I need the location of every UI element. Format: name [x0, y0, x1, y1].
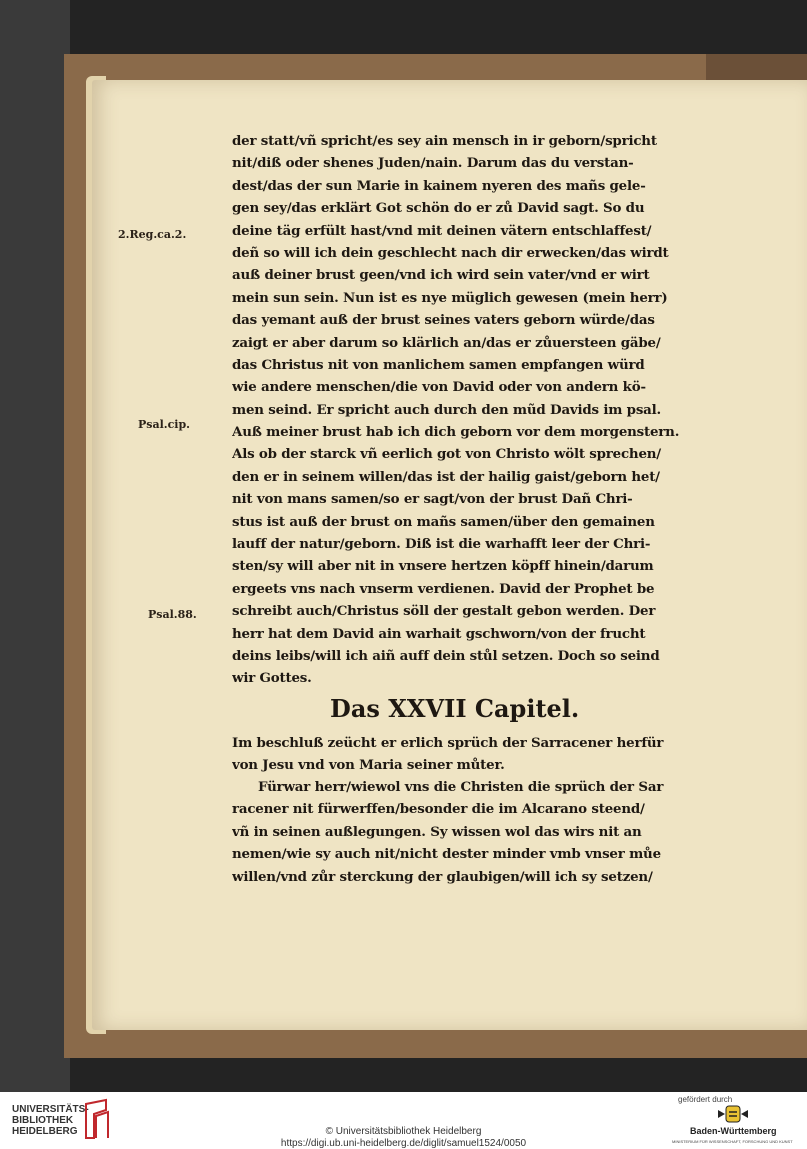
text-line: das yemant auß der brust seines vaters geborn würde/das: [232, 312, 655, 329]
text-line: stus ist auß der brust on mañs samen/über den gemainen: [232, 513, 655, 530]
text-line: auß deiner brust geen/vnd ich wird sein vater/vnd er wirt: [232, 267, 650, 284]
chapter-body: [232, 776, 737, 888]
summary-line: Im beschluß zeücht er erlich sprüch der Sarracener herfür: [232, 735, 664, 751]
text-line: wir Gottes.: [232, 670, 312, 687]
margin-note-psal-cip: Psal.cip.: [138, 418, 190, 431]
text-line: men seind. Er spricht auch durch den mũd Davids im psal.: [232, 401, 661, 418]
body-line: Fürwar herr/wiewol vns die Christen die sprüch der Sar: [258, 779, 664, 795]
text-line: sten/sy will aber nit in vnsere hertzen köpff hinein/darum: [232, 558, 654, 575]
text-line: der statt/vñ spricht/es sey ain mensch in ir geborn/spricht: [232, 133, 657, 149]
text-line: gen sey/das erklärt Got schön do er zů David sagt. So du: [232, 200, 645, 217]
text-line: herr hat dem David ain warhait gschworn/von der frucht: [232, 625, 646, 642]
logo-line: HEIDELBERG: [12, 1126, 78, 1137]
text-line: lauff der natur/geborn. Diß ist die warhafft leer der Chri-: [232, 536, 651, 553]
logo-line: UNIVERSITÄTS-: [12, 1104, 89, 1115]
text-line: mein sun sein. Nun ist es nye müglich gewesen (mein herr): [232, 289, 668, 306]
margin-note-reg: 2.Reg.ca.2.: [118, 228, 187, 241]
funder-subtitle: MINISTERIUM FÜR WISSENSCHAFT, FORSCHUNG UND KUNST: [672, 1139, 793, 1144]
text-line: den er in seinem willen/das ist der hailig gaist/geborn het/: [232, 468, 660, 485]
text-line: nit/diß oder shenes Juden/nain. Darum das du verstan-: [232, 155, 634, 172]
text-line: wie andere menschen/die von David oder von andern kö-: [232, 379, 646, 396]
text-line: schreibt auch/Christus söll der gestalt gebon werden. Der: [232, 603, 656, 620]
body-line: racener nit fürwerffen/besonder die im Alcarano steend/: [232, 801, 645, 818]
margin-note-psal-88: Psal.88.: [148, 608, 197, 621]
text-line: dest/das der sun Marie in kainem nyeren des mañs gele-: [232, 177, 646, 194]
main-text-block: [232, 130, 737, 690]
logo-line: BIBLIOTHEK: [12, 1115, 74, 1126]
funded-by-label: gefördert durch: [678, 1095, 733, 1104]
summary-line: von Jesu vnd von Maria seiner můter.: [232, 757, 505, 774]
body-line: willen/vnd zůr sterckung der glaubigen/will ich sy setzen/: [232, 868, 653, 885]
chapter-summary: [232, 732, 737, 777]
text-line: Als ob der starck vñ eerlich got von Christo wölt sprechen/: [232, 446, 661, 463]
baden-wuerttemberg-crest-icon: [716, 1104, 750, 1124]
body-line: vñ in seinen außlegungen. Sy wissen wol das wirs nit an: [232, 823, 642, 840]
funder-name[interactable]: Baden-Württemberg: [690, 1126, 777, 1136]
text-line: Auß meiner brust hab ich dich geborn vor dem morgenstern.: [232, 424, 680, 441]
text-line: das Christus nit von manlichem samen empfangen würd: [232, 356, 645, 373]
body-line: nemen/wie sy auch nit/nicht dester minder vmb vnser můe: [232, 846, 661, 863]
scan-background-left: [0, 0, 70, 1092]
text-line: deins leibs/will ich aiñ auff dein stůl setzen. Doch so seind: [232, 647, 660, 664]
text-line: nit von mans samen/so er sagt/von der brust Dañ Chri-: [232, 491, 633, 508]
text-line: zaigt er aber darum so klärlich an/das er zůuersteen gäbe/: [232, 334, 661, 351]
permalink-url[interactable]: https://digi.ub.uni-heidelberg.de/diglit/samuel1524/0050: [280, 1138, 527, 1149]
text-line: ergeets vns nach vnserm verdienen. David der Prophet be: [232, 580, 655, 597]
text-line: deine täg erfült hast/vnd mit deinen vätern entschlaffest/: [232, 222, 652, 239]
chapter-heading: Das XXVII Capitel.: [330, 694, 580, 723]
text-line: deñ so will ich dein geschlecht nach dir erwecken/das wirdt: [232, 244, 669, 261]
copyright-text: © Universitätsbibliothek Heidelberg: [325, 1126, 482, 1137]
